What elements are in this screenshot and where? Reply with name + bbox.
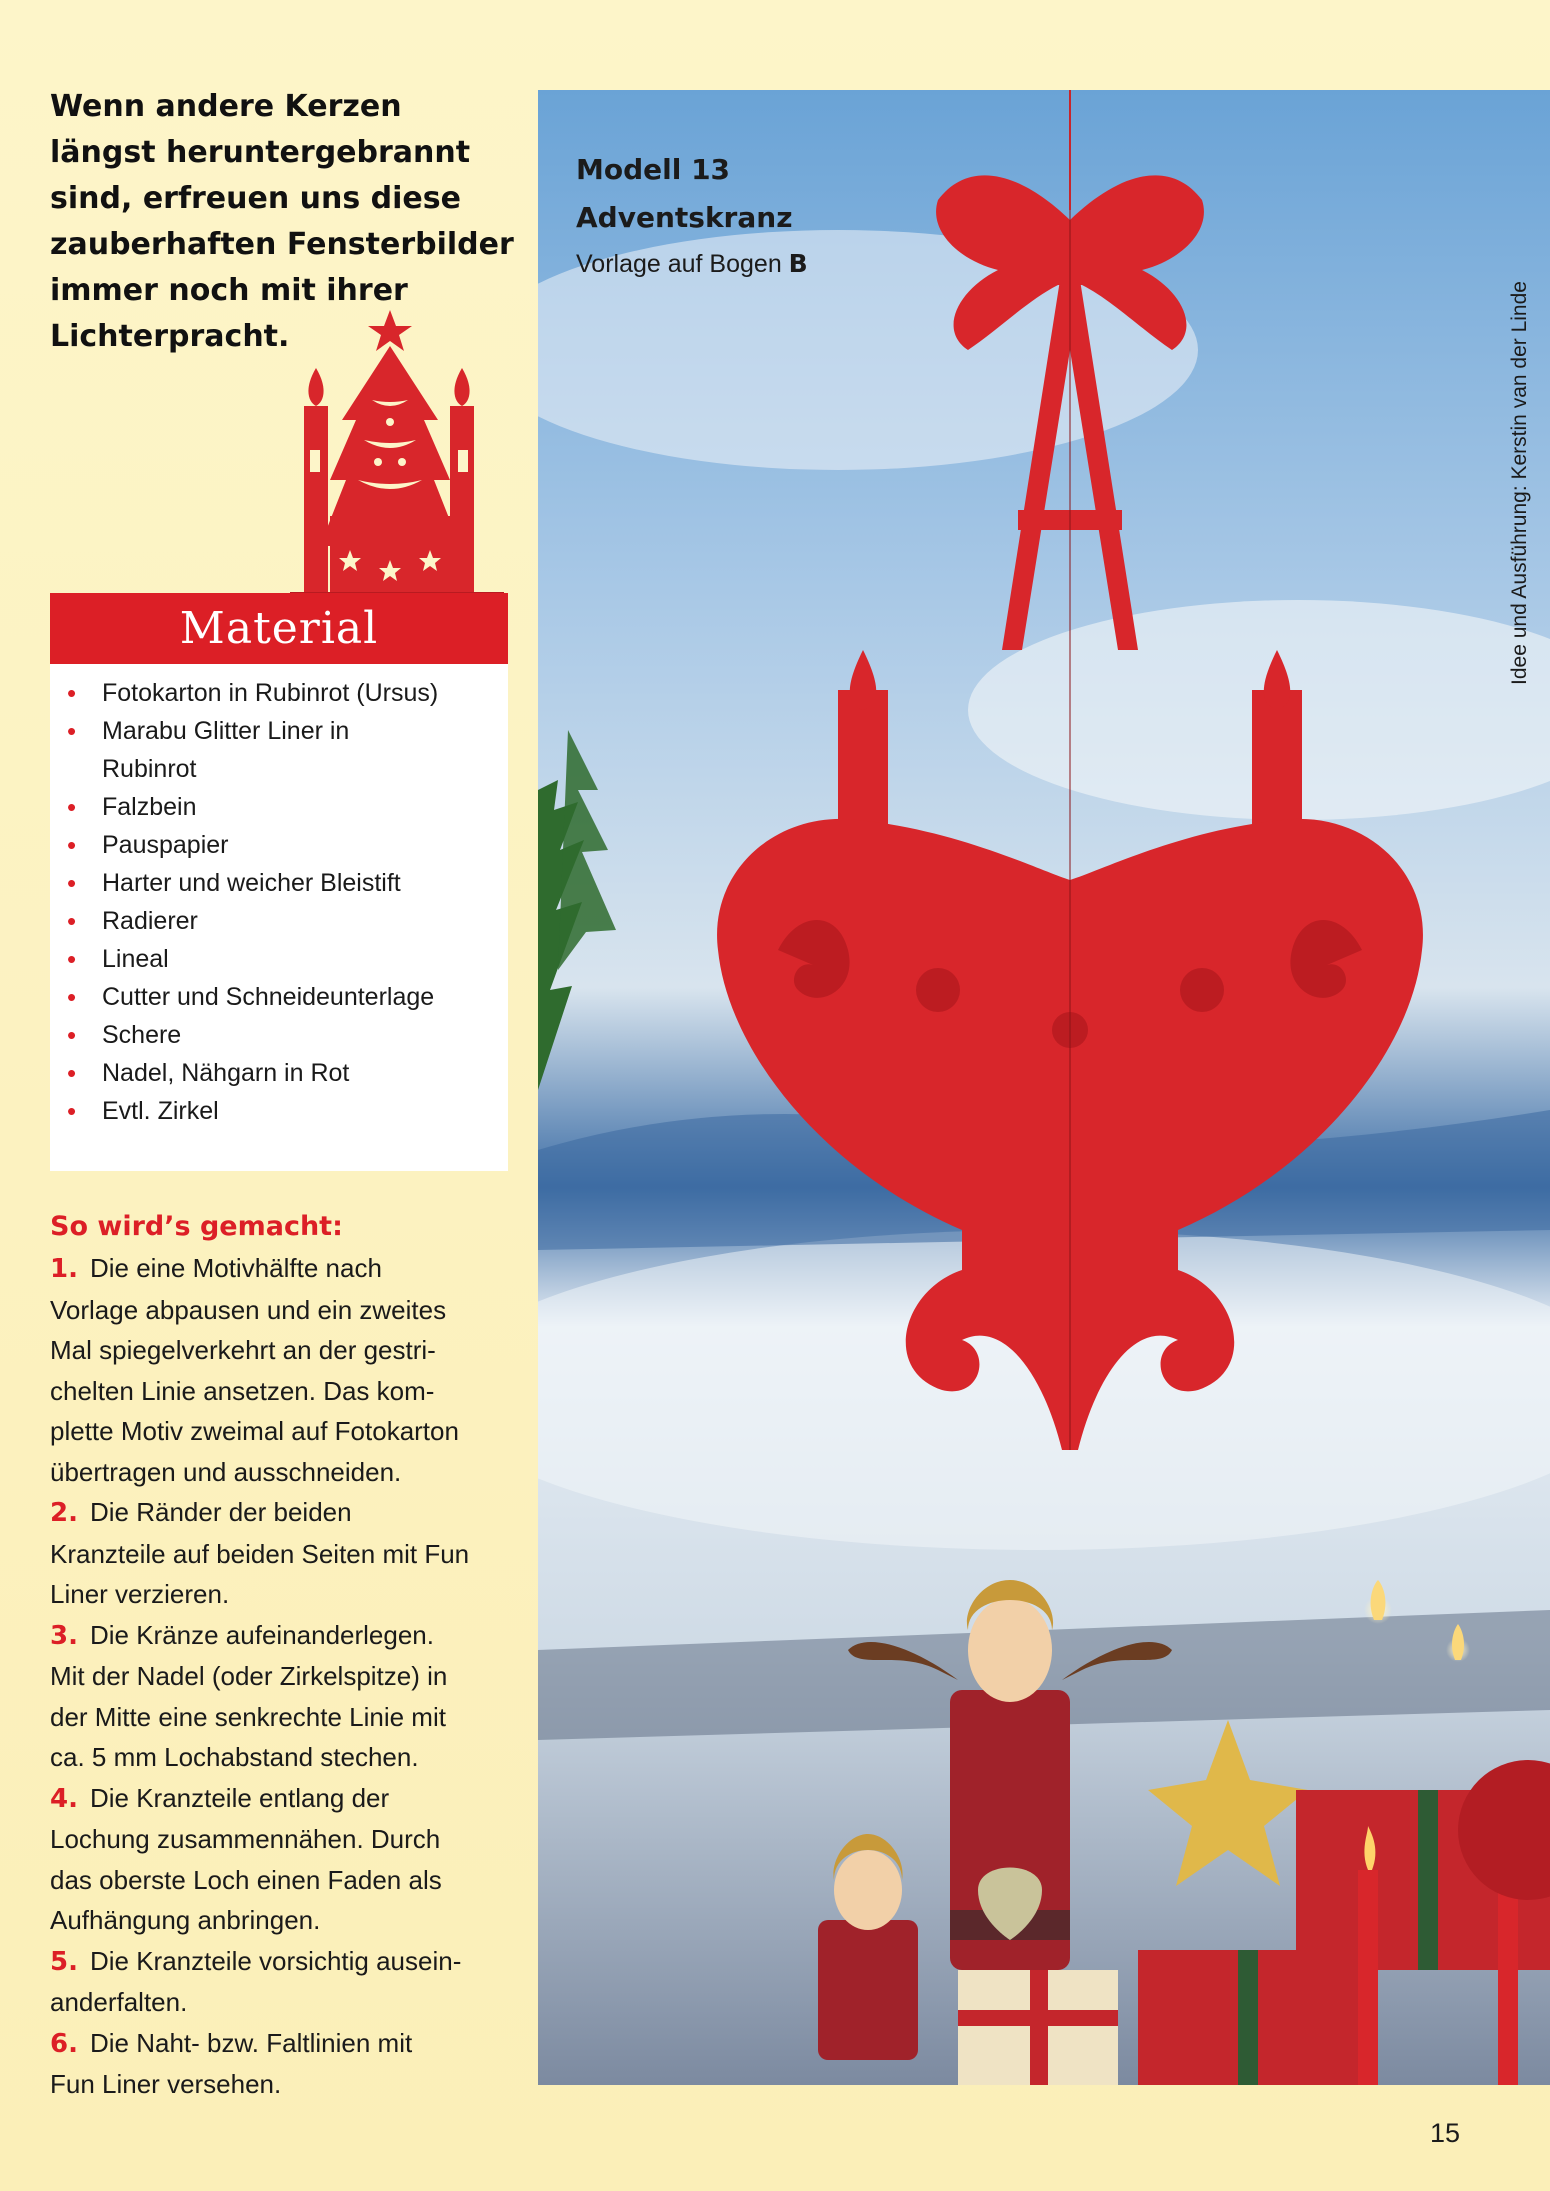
instructions-body bbox=[50, 1248, 520, 2105]
intro-line: Lichterpracht. bbox=[50, 319, 290, 354]
material-item: • Schere bbox=[65, 1016, 498, 1054]
instruction-line bbox=[50, 2023, 520, 2065]
product-photo bbox=[538, 90, 1550, 2085]
intro-line: Wenn andere Kerzen bbox=[50, 89, 402, 124]
template-reference-text: Vorlage auf Bogen bbox=[576, 250, 789, 278]
instruction-line bbox=[50, 1452, 520, 1493]
step-number: 2. bbox=[50, 1498, 78, 1528]
material-item: • Falzbein bbox=[65, 788, 498, 826]
instruction-text: Kranzteile auf beiden Seiten mit Fun bbox=[50, 1538, 470, 1569]
material-item: • Cutter und Schneideunterlage bbox=[65, 978, 498, 1016]
model-caption bbox=[576, 146, 896, 284]
step-number: 1. bbox=[50, 1254, 78, 1284]
instruction-line bbox=[50, 1982, 520, 2023]
step-number: 5. bbox=[50, 1946, 78, 1977]
instruction-text: Die Kranzteile vorsichtig ausein- bbox=[89, 1945, 462, 1976]
template-reference bbox=[576, 244, 896, 284]
material-item: • Nadel, Nähgarn in Rot bbox=[65, 1054, 498, 1092]
instruction-line bbox=[50, 1860, 520, 1901]
instruction-line bbox=[50, 1900, 520, 1941]
step-number: 6. bbox=[50, 2028, 78, 2059]
instruction-line bbox=[50, 1656, 520, 1697]
instruction-line bbox=[50, 1248, 520, 1290]
instruction-text: Liner verzieren. bbox=[50, 1579, 230, 1609]
page-number: 15 bbox=[1430, 2118, 1461, 2148]
material-list bbox=[50, 674, 508, 1130]
material-item: • Radierer bbox=[65, 902, 498, 940]
instructions-heading: So wird’s gemacht: bbox=[50, 1211, 343, 1242]
instruction-text: Lochung zusammennähen. Durch bbox=[50, 1824, 441, 1854]
material-heading: Material bbox=[50, 593, 508, 664]
instruction-text: Die Ränder der beiden bbox=[89, 1497, 352, 1527]
instruction-text: Die Kranzteile entlang der bbox=[89, 1782, 390, 1813]
instruction-line bbox=[50, 1492, 520, 1534]
material-item: • Harter und weicher Bleistift bbox=[65, 864, 498, 902]
instruction-line bbox=[50, 2064, 520, 2105]
step-number: 3. bbox=[50, 1620, 78, 1651]
instruction-line bbox=[50, 1371, 520, 1412]
material-item: • Fotokarton in Rubinrot (Ursus) bbox=[65, 674, 498, 712]
template-sheet-letter: B bbox=[788, 249, 808, 278]
instruction-line bbox=[50, 1737, 520, 1778]
model-name: Adventskranz bbox=[576, 201, 793, 234]
instruction-line bbox=[50, 1615, 520, 1657]
material-box bbox=[50, 593, 508, 1171]
author-credit: Idee und Ausführung: Kerstin van der Linde bbox=[1508, 281, 1531, 685]
intro-line: immer noch mit ihrer bbox=[50, 273, 408, 308]
instructions bbox=[50, 1207, 520, 2105]
intro-line: längst heruntergebrannt bbox=[50, 135, 471, 170]
model-title bbox=[576, 146, 896, 242]
instruction-line bbox=[50, 1941, 520, 1983]
material-item: • Evtl. Zirkel bbox=[65, 1092, 498, 1130]
instruction-line bbox=[50, 1330, 520, 1371]
material-item: Rubinrot bbox=[102, 755, 197, 783]
instruction-text: Mit der Nadel (oder Zirkelspitze) in bbox=[50, 1661, 448, 1691]
step-number: 4. bbox=[50, 1783, 78, 1814]
instruction-text: Fun Liner versehen. bbox=[50, 2069, 282, 2099]
instruction-text: ca. 5 mm Lochabstand stechen. bbox=[50, 1742, 419, 1772]
instruction-line bbox=[50, 1534, 520, 1575]
instruction-text: anderfalten. bbox=[50, 1987, 188, 2017]
instruction-line bbox=[50, 1574, 520, 1615]
instruction-text: Vorlage abpausen und ein zweites bbox=[50, 1294, 447, 1325]
material-item: • Pauspapier bbox=[65, 826, 498, 864]
instruction-text: Aufhängung anbringen. bbox=[50, 1905, 321, 1935]
model-number: Modell 13 bbox=[576, 153, 731, 186]
intro-line: sind, erfreuen uns diese bbox=[50, 181, 461, 216]
instruction-text: Die eine Motivhälfte nach bbox=[89, 1253, 382, 1283]
instruction-line bbox=[50, 1819, 520, 1860]
instruction-text: plette Motiv zweimal auf Fotokarton bbox=[50, 1416, 459, 1446]
instruction-line bbox=[50, 1778, 520, 1820]
material-item: • Marabu Glitter Liner in bbox=[65, 712, 498, 750]
instruction-text: der Mitte eine senkrechte Linie mit bbox=[50, 1701, 446, 1732]
instruction-line bbox=[50, 1697, 520, 1738]
instruction-text: Die Kränze aufeinanderlegen. bbox=[89, 1619, 434, 1650]
instruction-text: Mal spiegelverkehrt an der gestri- bbox=[50, 1335, 436, 1365]
instruction-text: das oberste Loch einen Faden als bbox=[50, 1864, 442, 1895]
instruction-text: übertragen und ausschneiden. bbox=[50, 1456, 402, 1487]
christmas-tree-illustration bbox=[290, 310, 510, 620]
instruction-line bbox=[50, 1290, 520, 1331]
instruction-text: Die Naht- bzw. Faltlinien mit bbox=[89, 2027, 413, 2058]
instruction-text: chelten Linie ansetzen. Das kom- bbox=[50, 1375, 435, 1406]
material-item: • Lineal bbox=[65, 940, 498, 978]
intro-line: zauberhaften Fensterbilder bbox=[50, 227, 514, 262]
instruction-line bbox=[50, 1411, 520, 1452]
